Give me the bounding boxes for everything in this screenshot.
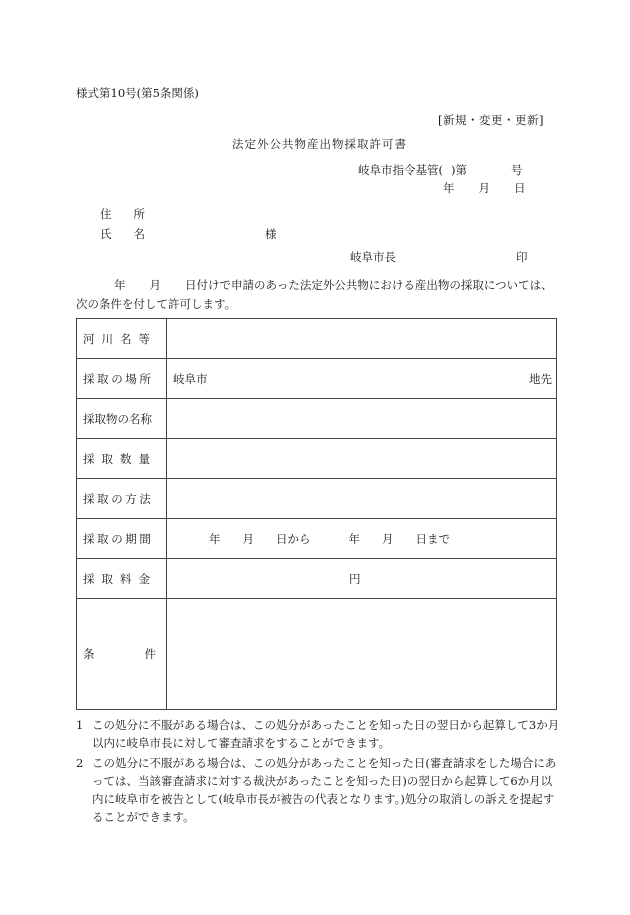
period-text: 年 月 日から 年 月 日まで — [209, 532, 450, 546]
row-label: 採取物の名称 — [77, 399, 167, 439]
application-category: [新規・変更・更新] — [438, 113, 544, 127]
issue-number — [358, 163, 523, 177]
table-row — [77, 519, 557, 559]
table-row — [77, 399, 557, 439]
table-row — [77, 599, 557, 710]
recipient-address-label: 住 所 — [100, 207, 145, 221]
issue-number-paren-close: )第 — [451, 163, 467, 177]
table-row — [77, 359, 557, 399]
notes-section — [76, 716, 560, 828]
permit-details-table — [76, 318, 557, 710]
honorific: 様 — [265, 227, 277, 241]
fee-field[interactable] — [167, 559, 557, 599]
date-year: 年 — [443, 181, 455, 195]
row-label: 採取の場所 — [77, 359, 167, 399]
quantity-field[interactable] — [167, 439, 557, 479]
form-number: 様式第10号(第5条関係) — [76, 86, 199, 100]
location-field[interactable]: 岐阜市 地先 — [167, 359, 557, 399]
material-name-field[interactable] — [167, 399, 557, 439]
river-name-field[interactable] — [167, 319, 557, 359]
row-label: 採取の方法 — [77, 479, 167, 519]
document-title: 法定外公共物産出物採取許可書 — [232, 137, 407, 151]
seal-mark: 印 — [516, 250, 528, 264]
row-label: 採取の期間 — [77, 519, 167, 559]
recipient-name-label: 氏 名 様 — [100, 227, 277, 241]
table-row — [77, 559, 557, 599]
row-label: 採取料金 — [77, 559, 167, 599]
date-day: 日 — [514, 181, 526, 195]
issue-number-suffix: 号 — [511, 163, 523, 177]
table-row — [77, 319, 557, 359]
fee-unit: 円 — [349, 572, 361, 586]
issue-number-prefix: 岐阜市指令基管( — [358, 163, 443, 177]
table-row — [77, 439, 557, 479]
date-month: 月 — [478, 181, 490, 195]
conditions-field[interactable] — [167, 599, 557, 710]
method-field[interactable] — [167, 479, 557, 519]
row-label: 河川名等 — [77, 319, 167, 359]
issue-date — [443, 181, 526, 195]
intro-paragraph: 年 月 日付けで申請のあった法定外公共物における産出物の採取については、次の条件を付して許可します。 — [76, 278, 553, 311]
issuer-line — [350, 250, 528, 264]
row-label: 条 件 — [77, 599, 167, 710]
row-label: 採取数量 — [77, 439, 167, 479]
note-item: 2 この処分に不服がある場合は、この処分があったことを知った日(審査請求をした場合にあっては、当該審査請求に対する裁決があったことを知った日)の翌日から起算して6か月以内に岐阜市を被告として(岐阜市長が被告の代表となります。)処分の取消しの訴えを提起することができます。 — [76, 756, 557, 824]
issuer-title: 岐阜市長 — [350, 250, 396, 264]
period-field[interactable] — [167, 519, 557, 559]
note-item: 1 この処分に不服がある場合は、この処分があったことを知った日の翌日から起算して3か月以内に岐阜市長に対して審査請求をすることができます。 — [76, 718, 560, 750]
table-row — [77, 479, 557, 519]
